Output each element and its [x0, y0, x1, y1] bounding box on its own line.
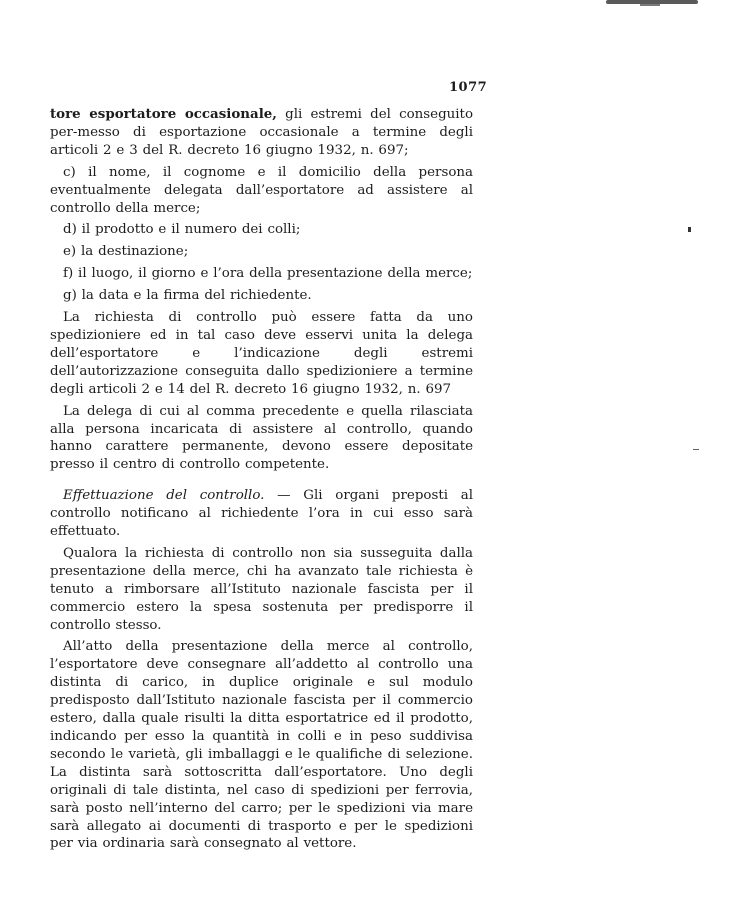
paragraph-distinta: All’atto della presentazione della merce al controllo, l’esportatore deve consegnare all’addetto al controllo una distinta di carico, in duplice originale e sul modulo predisposto dall’Istituto nazionale fascista per il commercio estero, dalla quale risulti la ditta esportatrice ed il prodotto, indicando per esso la quantità in colli e in peso suddivisa secondo le varietà, gli imballaggi e le qualifiche di selezione. La distinta sarà sottoscritta dall’esportatore. Uno degli originali di tale distinta, nel caso di spedizioni per ferrovia, sarà posto nell’interno del carro; per le spedizioni via mare sarà allegato ai documenti di trasporto e per le spedizioni per via ordinaria sarà consegnato al vettore. [50, 639, 473, 852]
list-item-c: c) il nome, il cognome e il domicilio della persona eventualmente delegata dall’esportatore ad assistere al controllo della merce; [50, 164, 473, 216]
page-body [50, 106, 473, 857]
bold-lead-in: tore esportatore occasionale, [50, 106, 277, 122]
paragraph-continuation: tore esportatore occasionale, gli estremi del conseguito per-messo di esportazione occasionale a termine degli articoli 2 e 3 del R. decreto 16 giugno 1932, n. 697; [50, 106, 474, 158]
list-item-e: e) la destinazione; [63, 244, 189, 260]
paragraph-spedizioniere: La richiesta di controllo può essere fatta da uno spedizioniere ed in tal caso deve esservi unita la delega dell’esportatore e l’indicazione degli estremi dell’autorizzazione conseguita dallo spedizioniere a termine degli articoli 2 e 14 del R. decreto 16 giugno 1932, n. 697 [50, 310, 473, 397]
list-item-d: d) il prodotto e il numero dei colli; [63, 222, 301, 238]
scan-artifact-top-secondary [640, 4, 660, 6]
list-item-f: f) il luogo, il giorno e l’ora della presentazione della merce; [63, 266, 473, 282]
list-item-g: g) la data e la firma del richiedente. [63, 288, 312, 304]
page-number: 1077 [449, 80, 488, 95]
section-heading: Effettuazione del controllo. [63, 488, 265, 504]
paragraph-delega: La delega di cui al comma precedente e quella rilasciata alla persona incaricata di assistere al controllo, quando hanno carattere permanente, devono essere depositate presso il centro di controllo competente. [50, 403, 473, 473]
scan-artifact-dash [693, 449, 699, 450]
section-effettuazione: Effettuazione del controllo. — Gli organi preposti al controllo notificano al richiedente l’ora in cui esso sarà effettuato. [50, 488, 473, 540]
scan-artifact-speck [688, 227, 691, 232]
paragraph-rimborso: Qualora la richiesta di controllo non sia susseguita dalla presentazione della merce, chi ha avanzato tale richiesta è tenuto a rimborsare all’Istituto nazionale fascista per il commercio estero la spesa sostenuta per predisporre il controllo stesso. [50, 545, 473, 633]
